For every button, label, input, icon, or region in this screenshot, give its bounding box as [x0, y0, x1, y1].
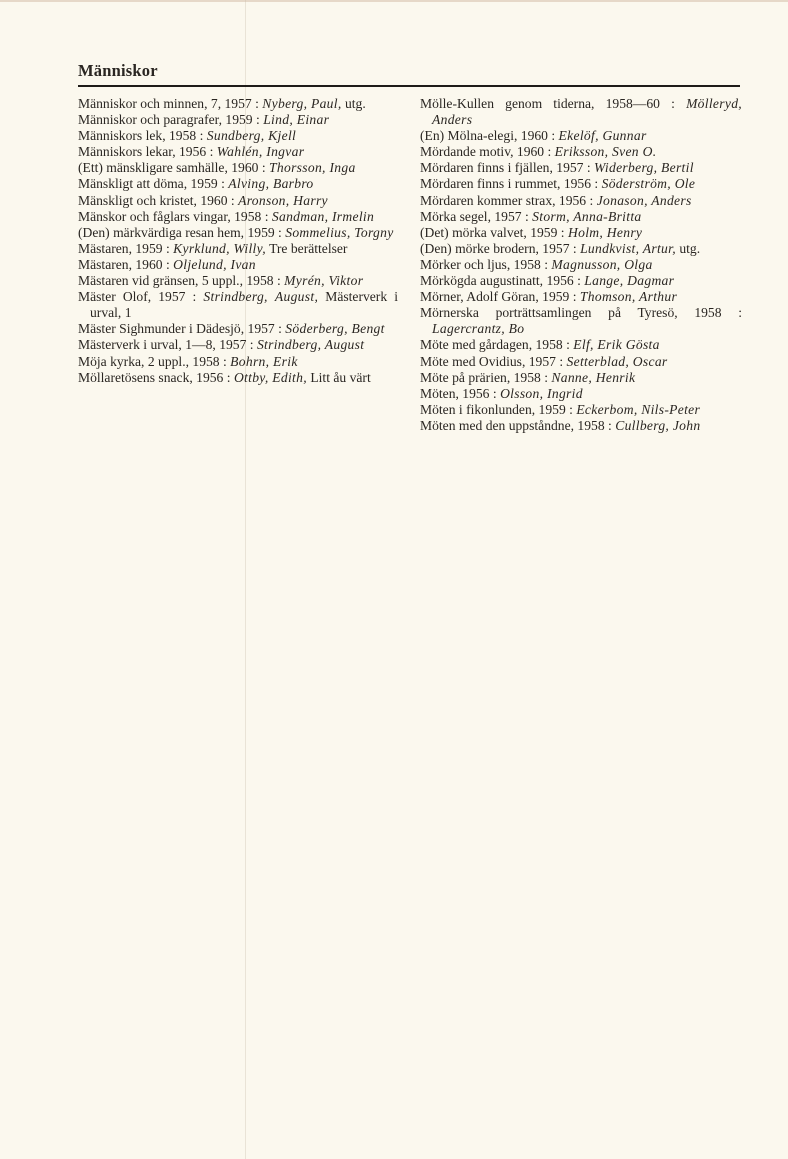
index-entry — [78, 273, 398, 289]
entry-author: Lind, Einar — [263, 112, 330, 128]
index-entry — [420, 144, 742, 160]
index-entry — [420, 273, 742, 289]
index-entry — [78, 289, 398, 321]
entry-author: Alving, Barbro — [228, 176, 314, 192]
index-entry — [78, 225, 398, 241]
entry-title: Mästaren vid gränsen, 5 uppl., 1958 : — [78, 273, 285, 289]
entry-author: Nyberg, Paul, — [262, 96, 342, 111]
index-entry — [420, 289, 742, 305]
entry-author: Lundkvist, Artur, — [580, 240, 676, 256]
index-entry — [78, 241, 398, 257]
entry-author: Oljelund, Ivan — [173, 256, 256, 272]
index-entry — [420, 225, 742, 241]
entry-author: Ekelöf, Gunnar — [558, 128, 647, 144]
entry-title: Mäster Olof, 1957 : — [78, 289, 204, 305]
index-entry — [420, 418, 742, 434]
entry-author: Cullberg, John — [615, 417, 701, 433]
index-entry — [420, 386, 742, 402]
entry-title: Möllaretösens snack, 1956 : — [78, 369, 234, 385]
left-column — [78, 96, 398, 386]
entry-title: Mördaren finns i rummet, 1956 : — [420, 176, 602, 192]
entry-author: Olsson, Ingrid — [500, 385, 583, 401]
entry-title: Människors lekar, 1956 : — [78, 144, 217, 160]
index-entry — [78, 321, 398, 337]
entry-title: Möten med den uppståndne, 1958 : — [420, 417, 616, 433]
entry-author: Ottby, Edith, — [233, 369, 307, 385]
entry-title: (Ett) mänskligare samhälle, 1960 : — [78, 160, 270, 176]
index-entry — [78, 144, 398, 160]
entry-author: Holm, Henry — [567, 224, 643, 240]
index-entry — [78, 96, 398, 112]
entry-author: Strindberg, August, — [203, 289, 319, 305]
entry-author: Nanne, Henrik — [551, 369, 636, 385]
entry-title: Mästaren, 1959 : — [78, 240, 174, 256]
heading-rule — [78, 85, 740, 87]
entry-title: Mörkögda augustinatt, 1956 : — [420, 273, 585, 289]
entry-title: Möte på prärien, 1958 : — [420, 369, 552, 385]
page-heading: Människor — [78, 61, 158, 80]
index-entry — [420, 209, 742, 225]
entry-title: Mördande motiv, 1960 : — [420, 144, 555, 160]
entry-title: Möja kyrka, 2 uppl., 1958 : — [78, 353, 231, 369]
entry-author: Lagercrantz, Bo — [432, 321, 525, 337]
entry-author: Lange, Dagmar — [584, 273, 675, 289]
index-entry — [420, 176, 742, 192]
entry-note: utg. — [341, 96, 366, 111]
entry-author: Söderberg, Bengt — [285, 321, 385, 337]
index-entry — [420, 402, 742, 418]
entry-author: Bohrn, Erik — [230, 353, 298, 369]
entry-author: Eriksson, Sven O. — [554, 144, 657, 160]
entry-title: Människors lek, 1958 : — [78, 128, 207, 144]
entry-note: Tre berättelser — [265, 240, 348, 256]
entry-author: Widerberg, Bertil — [594, 160, 694, 176]
entry-note: Litt åu värt — [306, 369, 371, 385]
entry-title: Mörner, Adolf Göran, 1959 : — [420, 289, 580, 305]
index-entry — [420, 160, 742, 176]
entry-title: Mänskor och fåglars vingar, 1958 : — [78, 208, 272, 224]
index-entry — [78, 112, 398, 128]
index-entry — [420, 96, 742, 128]
entry-title: (Den) märkvärdiga resan hem, 1959 : — [78, 224, 286, 240]
entry-title: Mörker och ljus, 1958 : — [420, 256, 552, 272]
index-entry — [420, 241, 742, 257]
entry-author: Storm, Anna-Britta — [532, 208, 642, 224]
index-entry — [78, 160, 398, 176]
entry-title: (Det) mörka valvet, 1959 : — [420, 224, 568, 240]
entry-author: Magnusson, Olga — [551, 256, 653, 272]
entry-author: Kyrklund, Willy, — [173, 240, 266, 256]
entry-title: Mänskligt och kristet, 1960 : — [78, 192, 239, 208]
entry-title: (Den) mörke brodern, 1957 : — [420, 240, 581, 256]
entry-author: Myrén, Viktor — [284, 273, 364, 289]
entry-author: Mölleryd, Anders — [432, 96, 742, 128]
entry-author: Sommelius, Torgny — [285, 224, 394, 240]
index-entry — [420, 337, 742, 353]
index-entry — [78, 337, 398, 353]
index-entry — [420, 305, 742, 337]
index-entry — [420, 354, 742, 370]
page-edge — [0, 0, 788, 2]
entry-title: Mästerverk i urval, 1—8, 1957 : — [78, 337, 257, 353]
entry-author: Aronson, Harry — [238, 192, 328, 208]
entry-title: Människor och minnen, 7, 1957 : — [78, 96, 263, 111]
index-entry — [78, 370, 398, 386]
entry-title: Mördaren finns i fjällen, 1957 : — [420, 160, 595, 176]
entry-title: Möten, 1956 : — [420, 385, 501, 401]
index-entry — [420, 128, 742, 144]
entry-title: Möte med gårdagen, 1958 : — [420, 337, 574, 353]
entry-note: utg. — [675, 240, 701, 256]
entry-title: Mästaren, 1960 : — [78, 256, 174, 272]
index-entry — [78, 354, 398, 370]
entry-title: Möte med Ovidius, 1957 : — [420, 353, 567, 369]
index-entry — [78, 257, 398, 273]
entry-author: Thomson, Arthur — [579, 289, 678, 305]
index-entry — [78, 176, 398, 192]
entry-author: Strindberg, August — [256, 337, 365, 353]
entry-author: Wahlén, Ingvar — [216, 144, 305, 160]
entry-author: Sandman, Irmelin — [271, 208, 375, 224]
entry-title: Mölle-Kullen genom tiderna, 1958—60 : — [420, 96, 687, 111]
entry-title: (En) Mölna-elegi, 1960 : — [420, 128, 559, 144]
entry-author: Thorsson, Inga — [269, 160, 356, 176]
index-entry — [78, 128, 398, 144]
entry-author: Söderström, Ole — [601, 176, 696, 192]
index-entry — [420, 193, 742, 209]
entry-author: Setterblad, Oscar — [566, 353, 668, 369]
entry-title: Mäster Sighmunder i Dädesjö, 1957 : — [78, 321, 286, 337]
index-entry — [420, 257, 742, 273]
right-column — [420, 96, 742, 434]
index-entry — [78, 193, 398, 209]
entry-title: Mänskligt att döma, 1959 : — [78, 176, 229, 192]
entry-author: Eckerbom, Nils-Peter — [576, 401, 701, 417]
entry-title: Människor och paragrafer, 1959 : — [78, 112, 264, 128]
index-entry — [420, 370, 742, 386]
entry-author: Sundberg, Kjell — [206, 128, 297, 144]
entry-note: Mästerverk i urval, 1 — [90, 289, 398, 321]
entry-title: Mördaren kommer strax, 1956 : — [420, 192, 597, 208]
index-entry — [78, 209, 398, 225]
entry-author: Elf, Erik Gösta — [573, 337, 660, 353]
entry-title: Mörnerska porträttsamlingen på Tyresö, 1958 : — [420, 305, 742, 321]
entry-author: Jonason, Anders — [596, 192, 692, 208]
entry-title: Mörka segel, 1957 : — [420, 208, 533, 224]
entry-title: Möten i fikonlunden, 1959 : — [420, 401, 577, 417]
